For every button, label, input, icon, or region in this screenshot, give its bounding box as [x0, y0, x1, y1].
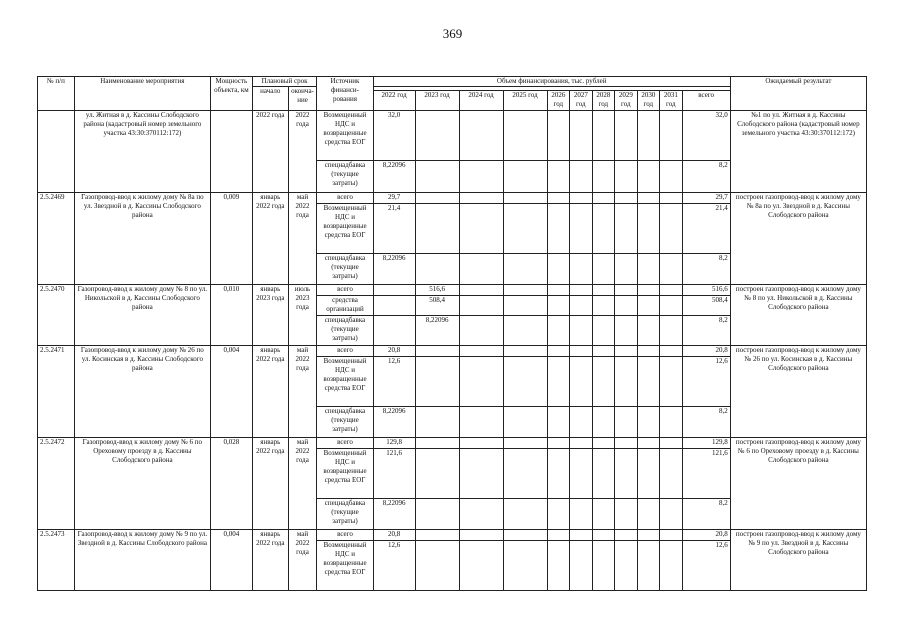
amount-2022: 20,8 — [373, 346, 415, 357]
amount-2022: 8,22096 — [373, 254, 415, 285]
amount-empty — [547, 449, 570, 499]
amount-empty — [459, 316, 503, 346]
amount-empty — [637, 541, 660, 591]
amount-empty — [615, 357, 638, 407]
table-row — [38, 530, 867, 541]
amount-2022: 8,22096 — [373, 407, 415, 438]
amount-empty — [547, 285, 570, 296]
amount-empty — [660, 438, 683, 449]
amount-empty — [660, 407, 683, 438]
amount-empty — [592, 541, 615, 591]
item-result: построен газопровод-ввод к жилому дому № 8а по ул. Звездной в д. Кассины Слободского района — [730, 193, 866, 285]
amount-empty — [570, 296, 593, 316]
funding-source: спецнадбавка (текущие затраты) — [317, 499, 373, 530]
item-name: Газопровод-ввод к жилому дому № 8 по ул. Никольской в д. Кассины Слободского района — [74, 285, 210, 346]
amount-empty — [615, 407, 638, 438]
item-result: построен газопровод-ввод к жилому дому № 6 по Ореховому проезду в д. Кассины Слободского района — [730, 438, 866, 530]
header-start: начало — [252, 87, 288, 111]
amount-empty — [570, 254, 593, 285]
amount-empty — [503, 449, 547, 499]
amount-empty — [615, 204, 638, 254]
amount-total: 516,6 — [682, 285, 730, 296]
amount-empty — [592, 111, 615, 161]
amount-empty — [637, 407, 660, 438]
amount-empty — [570, 111, 593, 161]
amount-total: 12,6 — [682, 357, 730, 407]
amount-empty — [637, 161, 660, 193]
amount-2022 — [373, 316, 415, 346]
amount-empty — [615, 161, 638, 193]
amount-total: 21,4 — [682, 204, 730, 254]
funding-source: спецнадбавка (текущие затраты) — [317, 161, 373, 193]
amount-empty — [592, 499, 615, 530]
item-result: построен газопровод-ввод к жилому дому № 26 по ул. Косинская в д. Кассины Слободского района — [730, 346, 866, 438]
funding-source: средства организаций — [317, 296, 373, 316]
header-num: № п/п — [38, 77, 75, 111]
amount-empty — [660, 193, 683, 204]
amount-empty — [570, 316, 593, 346]
item-end: май 2022 года — [288, 193, 317, 285]
amount-empty — [592, 316, 615, 346]
amount-empty — [660, 541, 683, 591]
table-row — [38, 193, 867, 204]
header-source: Источник финанси-рования — [317, 77, 373, 111]
amount-total: 8,2 — [682, 254, 730, 285]
amount-2022: 32,0 — [373, 111, 415, 161]
amount-empty — [570, 346, 593, 357]
item-name: Газопровод-ввод к жилому дому № 9 по ул. Звездной в д. Кассины Слободского района — [74, 530, 210, 591]
item-start: январь 2022 года — [252, 346, 288, 438]
amount-2023 — [415, 204, 459, 254]
amount-empty — [660, 285, 683, 296]
amount-empty — [592, 204, 615, 254]
header-year: 2029 год — [615, 91, 638, 111]
amount-empty — [503, 254, 547, 285]
funding-source: Возмещенный НДС и возвращенные средства ЕОГ — [317, 449, 373, 499]
amount-empty — [660, 346, 683, 357]
item-number: 2.5.2471 — [38, 346, 75, 438]
amount-empty — [637, 499, 660, 530]
amount-empty — [637, 296, 660, 316]
funding-source: спецнадбавка (текущие затраты) — [317, 316, 373, 346]
amount-empty — [547, 316, 570, 346]
amount-empty — [459, 438, 503, 449]
header-total: всего — [682, 91, 730, 111]
amount-2023 — [415, 254, 459, 285]
item-result: построен газопровод-ввод к жилому дому № 8 по ул. Никольской в д. Кассины Слободского района — [730, 285, 866, 346]
amount-empty — [570, 285, 593, 296]
item-start: январь 2022 года — [252, 530, 288, 591]
amount-empty — [547, 499, 570, 530]
header-plan-term: Плановый срок — [252, 77, 316, 87]
amount-2022: 21,4 — [373, 204, 415, 254]
amount-empty — [547, 254, 570, 285]
amount-empty — [615, 254, 638, 285]
item-end: июль 2023 года — [288, 285, 317, 346]
amount-empty — [592, 285, 615, 296]
amount-empty — [660, 499, 683, 530]
amount-empty — [503, 285, 547, 296]
amount-empty — [459, 449, 503, 499]
amount-empty — [570, 530, 593, 541]
amount-empty — [547, 161, 570, 193]
amount-total: 29,7 — [682, 193, 730, 204]
amount-2022: 8,22096 — [373, 161, 415, 193]
amount-empty — [547, 111, 570, 161]
item-number — [38, 111, 75, 193]
amount-total: 12,6 — [682, 541, 730, 591]
item-end: май 2022 года — [288, 530, 317, 591]
header-name: Наименование мероприятия — [74, 77, 210, 111]
amount-empty — [503, 193, 547, 204]
amount-empty — [637, 449, 660, 499]
amount-empty — [615, 438, 638, 449]
amount-empty — [637, 254, 660, 285]
amount-2022: 20,8 — [373, 530, 415, 541]
amount-2022: 121,6 — [373, 449, 415, 499]
amount-empty — [459, 357, 503, 407]
table-row — [38, 111, 867, 161]
amount-total: 20,8 — [682, 530, 730, 541]
amount-2023 — [415, 111, 459, 161]
amount-empty — [547, 204, 570, 254]
item-number: 2.5.2472 — [38, 438, 75, 530]
funding-source: всего — [317, 285, 373, 296]
header-year: 2028 год — [592, 91, 615, 111]
amount-empty — [459, 254, 503, 285]
item-number: 2.5.2470 — [38, 285, 75, 346]
amount-2023 — [415, 346, 459, 357]
amount-empty — [615, 449, 638, 499]
amount-2022: 12,6 — [373, 541, 415, 591]
amount-empty — [459, 161, 503, 193]
amount-2023 — [415, 449, 459, 499]
amount-empty — [592, 449, 615, 499]
amount-empty — [459, 499, 503, 530]
amount-empty — [637, 204, 660, 254]
amount-empty — [547, 530, 570, 541]
amount-empty — [660, 254, 683, 285]
item-capacity: 0,010 — [210, 285, 252, 346]
header-year: 2026 год — [547, 91, 570, 111]
amount-empty — [459, 285, 503, 296]
amount-empty — [503, 161, 547, 193]
amount-2023: 516,6 — [415, 285, 459, 296]
amount-empty — [503, 204, 547, 254]
item-result: №1 по ул. Житная в д. Кассины Слободского района (кадастровый номер земельного участка 43:30:370112:172) — [730, 111, 866, 193]
amount-empty — [547, 541, 570, 591]
table-row — [38, 438, 867, 449]
item-capacity: 0,028 — [210, 438, 252, 530]
amount-empty — [570, 161, 593, 193]
amount-empty — [570, 541, 593, 591]
amount-empty — [592, 193, 615, 204]
amount-empty — [615, 346, 638, 357]
item-name: Газопровод-ввод к жилому дому № 8а по ул. Звездной в д. Кассины Слободского района — [74, 193, 210, 285]
amount-empty — [503, 296, 547, 316]
amount-total: 20,8 — [682, 346, 730, 357]
amount-2023: 508,4 — [415, 296, 459, 316]
header-year: 2025 год — [503, 91, 547, 111]
amount-empty — [503, 357, 547, 407]
amount-empty — [547, 346, 570, 357]
amount-2023 — [415, 407, 459, 438]
amount-empty — [459, 407, 503, 438]
item-name: ул. Житная в д. Кассины Слободского района (кадастровый номер земельного участка 43:30:370112:172) — [74, 111, 210, 193]
item-name: Газопровод-ввод к жилому дому № 6 по Ореховому проезду в д. Кассины Слободского района — [74, 438, 210, 530]
amount-empty — [570, 204, 593, 254]
amount-empty — [592, 346, 615, 357]
amount-empty — [660, 204, 683, 254]
amount-2023 — [415, 193, 459, 204]
amount-empty — [547, 407, 570, 438]
amount-empty — [547, 296, 570, 316]
amount-empty — [592, 296, 615, 316]
amount-empty — [459, 296, 503, 316]
amount-empty — [660, 357, 683, 407]
amount-2023 — [415, 357, 459, 407]
amount-empty — [459, 111, 503, 161]
funding-source: всего — [317, 346, 373, 357]
amount-empty — [503, 111, 547, 161]
header-year: 2030 год — [637, 91, 660, 111]
item-result: построен газопровод-ввод к жилому дому № 9 по ул. Звездной в д. Кассины Слободского района — [730, 530, 866, 591]
amount-empty — [592, 530, 615, 541]
table-row — [38, 346, 867, 357]
amount-empty — [660, 111, 683, 161]
amount-total: 508,4 — [682, 296, 730, 316]
amount-2022: 12,6 — [373, 357, 415, 407]
funding-source: Возмещенный НДС и возвращенные средства ЕОГ — [317, 541, 373, 591]
funding-source: спецнадбавка (текущие затраты) — [317, 407, 373, 438]
amount-empty — [637, 193, 660, 204]
amount-empty — [615, 541, 638, 591]
amount-empty — [592, 438, 615, 449]
header-capacity: Мощность объекта, км — [210, 77, 252, 111]
amount-total: 8,2 — [682, 499, 730, 530]
amount-empty — [503, 499, 547, 530]
amount-empty — [615, 530, 638, 541]
funding-source: Возмещенный НДС и возвращенные средства ЕОГ — [317, 357, 373, 407]
amount-empty — [615, 111, 638, 161]
amount-empty — [637, 111, 660, 161]
amount-empty — [637, 316, 660, 346]
amount-empty — [459, 193, 503, 204]
amount-2023 — [415, 530, 459, 541]
amount-empty — [570, 499, 593, 530]
amount-2022: 8,22096 — [373, 499, 415, 530]
amount-empty — [570, 438, 593, 449]
item-start: январь 2023 года — [252, 285, 288, 346]
amount-total: 8,2 — [682, 407, 730, 438]
item-start: 2022 года — [252, 111, 288, 193]
amount-empty — [570, 407, 593, 438]
item-end: 2022 года — [288, 111, 317, 193]
item-number: 2.5.2473 — [38, 530, 75, 591]
table-row — [38, 285, 867, 296]
amount-empty — [592, 357, 615, 407]
amount-empty — [570, 357, 593, 407]
amount-empty — [592, 407, 615, 438]
amount-empty — [547, 193, 570, 204]
amount-total: 129,8 — [682, 438, 730, 449]
amount-empty — [503, 541, 547, 591]
amount-empty — [615, 499, 638, 530]
header-year: 2023 год — [415, 91, 459, 111]
amount-empty — [547, 357, 570, 407]
item-number: 2.5.2469 — [38, 193, 75, 285]
amount-empty — [637, 346, 660, 357]
header-result: Ожидаемый результат — [730, 77, 866, 111]
amount-2023 — [415, 541, 459, 591]
amount-2022 — [373, 296, 415, 316]
item-capacity: 0,009 — [210, 193, 252, 285]
item-end: май 2022 года — [288, 438, 317, 530]
funding-source: всего — [317, 438, 373, 449]
funding-source: всего — [317, 193, 373, 204]
amount-empty — [503, 530, 547, 541]
amount-empty — [547, 438, 570, 449]
amount-empty — [459, 204, 503, 254]
amount-2022: 29,7 — [373, 193, 415, 204]
item-start: январь 2022 года — [252, 438, 288, 530]
amount-empty — [615, 285, 638, 296]
amount-empty — [459, 541, 503, 591]
amount-empty — [503, 438, 547, 449]
amount-empty — [503, 407, 547, 438]
amount-empty — [660, 296, 683, 316]
amount-empty — [615, 316, 638, 346]
amount-2023: 8,22096 — [415, 316, 459, 346]
item-end: май 2022 года — [288, 346, 317, 438]
amount-empty — [637, 357, 660, 407]
amount-empty — [615, 193, 638, 204]
amount-empty — [459, 346, 503, 357]
amount-total: 8,2 — [682, 316, 730, 346]
amount-2023 — [415, 438, 459, 449]
item-capacity: 0,004 — [210, 530, 252, 591]
amount-empty — [637, 530, 660, 541]
amount-2023 — [415, 161, 459, 193]
amount-empty — [503, 316, 547, 346]
amount-2022 — [373, 285, 415, 296]
header-year: 2027 год — [570, 91, 593, 111]
amount-total: 8,2 — [682, 161, 730, 193]
item-capacity — [210, 111, 252, 193]
header-volume: Объем финансирования, тыс. рублей — [373, 77, 730, 87]
amount-empty — [660, 530, 683, 541]
amount-empty — [592, 161, 615, 193]
financing-table — [37, 76, 867, 591]
page-number: 369 — [442, 26, 463, 41]
amount-empty — [637, 438, 660, 449]
amount-empty — [660, 316, 683, 346]
amount-2022: 129,8 — [373, 438, 415, 449]
item-start: январь 2022 года — [252, 193, 288, 285]
header-year: 2031 год — [660, 91, 683, 111]
amount-empty — [503, 346, 547, 357]
header-year: 2024 год — [459, 91, 503, 111]
amount-empty — [459, 530, 503, 541]
page-bottom-margin — [0, 607, 905, 640]
header-year: 2022 год — [373, 91, 415, 111]
header-end: оконча-ние — [288, 87, 317, 111]
item-capacity: 0,004 — [210, 346, 252, 438]
amount-empty — [570, 193, 593, 204]
amount-empty — [660, 449, 683, 499]
amount-empty — [660, 161, 683, 193]
funding-source: всего — [317, 530, 373, 541]
amount-empty — [570, 449, 593, 499]
amount-empty — [592, 254, 615, 285]
amount-2023 — [415, 499, 459, 530]
amount-total: 121,6 — [682, 449, 730, 499]
funding-source: спецнадбавка (текущие затраты) — [317, 254, 373, 285]
amount-empty — [615, 296, 638, 316]
amount-empty — [637, 285, 660, 296]
funding-source: Возмещенный НДС и возвращенные средства ЕОГ — [317, 204, 373, 254]
funding-source: Возмещенный НДС и возвращенные средства ЕОГ — [317, 111, 373, 161]
item-name: Газопровод-ввод к жилому дому № 26 по ул. Косинская в д. Кассины Слободского района — [74, 346, 210, 438]
amount-total: 32,0 — [682, 111, 730, 161]
